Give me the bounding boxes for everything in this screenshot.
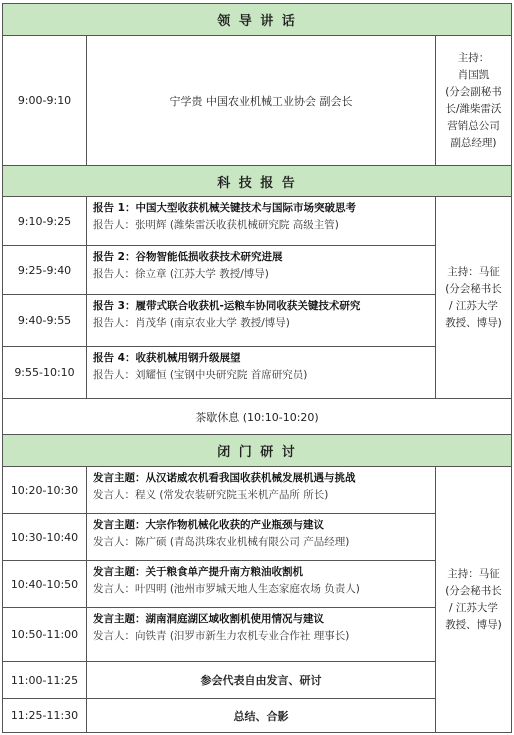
- time-cell: 9:10-9:25: [2, 196, 87, 246]
- section-header-leadership: 领 导 讲 话: [2, 3, 512, 36]
- section-header-tech: 科 技 报 告: [2, 165, 512, 197]
- report-title: 报告 4：收获机械用钢升级展望: [93, 352, 241, 364]
- host-line: 主持：马征: [447, 265, 500, 278]
- speaker-cell: 宁学贵 中国农业机械工业协会 副会长: [86, 35, 436, 166]
- host-line: 教授、博导): [445, 618, 502, 631]
- time-cell: 9:40-9:55: [2, 294, 87, 347]
- host-line: 主持：马征: [447, 567, 500, 580]
- host-line: 长/潍柴雷沃: [445, 102, 502, 115]
- time-cell: 9:55-10:10: [2, 346, 87, 399]
- host-line: (分会秘书长: [445, 282, 502, 295]
- free-discussion: 参会代表自由发言、研讨: [86, 661, 436, 699]
- host-cell-closed: [435, 466, 512, 733]
- host-line: (分会副秘书: [445, 85, 502, 98]
- host-line: / 江苏大学: [449, 601, 498, 614]
- report-title: 报告 2：谷物智能低损收获技术研究进展: [93, 251, 283, 263]
- report-title: 报告 1：中国大型收获机械关键技术与国际市场突破思考: [93, 202, 356, 214]
- time-cell: 9:00-9:10: [2, 35, 87, 166]
- summary-photo: 总结、合影: [86, 698, 436, 733]
- host-line: 教授、博导): [445, 316, 502, 329]
- section-header-closed: 闭 门 研 讨: [2, 434, 512, 467]
- talk-speaker: 发言人：程义 (常发农装研究院玉米机产品所 所长): [93, 489, 329, 501]
- report-reporter: 报告人：徐立章 (江苏大学 教授/博导): [93, 268, 269, 280]
- talk-cell: [86, 560, 436, 608]
- talk-speaker: 发言人：陈广硕 (青岛洪珠农业机械有限公司 产品经理): [93, 536, 350, 548]
- report-reporter: 报告人：张明辉 (潍柴雷沃收获机械研究院 高级主管): [93, 219, 339, 231]
- time-cell: 10:50-11:00: [2, 607, 87, 662]
- host-line: 副总经理): [450, 136, 497, 149]
- talk-title: 发言主题：关于粮食单产提升南方粮油收割机: [93, 566, 303, 578]
- talk-cell: [86, 466, 436, 514]
- host-cell-leadership: [435, 35, 512, 166]
- host-line: 主持：: [457, 51, 490, 64]
- talk-title: 发言主题：大宗作物机械化收获的产业瓶颈与建议: [93, 519, 324, 531]
- report-reporter: 报告人：肖茂华 (南京农业大学 教授/博导): [93, 317, 290, 329]
- report-cell: [86, 294, 436, 347]
- tea-break: 茶歇休息 (10:10-10:20): [2, 398, 512, 435]
- time-cell: 10:30-10:40: [2, 513, 87, 561]
- time-cell: 10:40-10:50: [2, 560, 87, 608]
- time-cell: 11:25-11:30: [2, 698, 87, 733]
- time-cell: 11:00-11:25: [2, 661, 87, 699]
- talk-cell: [86, 513, 436, 561]
- host-line: / 江苏大学: [449, 299, 498, 312]
- talk-title: 发言主题：湖南洞庭湖区域收割机使用情况与建议: [93, 613, 324, 625]
- talk-title: 发言主题：从汉诺威农机看我国收获机械发展机遇与挑战: [93, 472, 356, 484]
- host-line: 营销总公司: [447, 119, 500, 132]
- time-cell: 10:20-10:30: [2, 466, 87, 514]
- time-cell: 9:25-9:40: [2, 245, 87, 295]
- host-line: (分会秘书长: [445, 584, 502, 597]
- report-title: 报告 3：履带式联合收获机-运粮车协同收获关键技术研究: [93, 300, 361, 312]
- talk-speaker: 发言人：叶四明 (池州市罗城天地人生态家庭农场 负责人): [93, 583, 360, 595]
- report-cell: [86, 346, 436, 399]
- report-cell: [86, 245, 436, 295]
- report-cell: [86, 196, 436, 246]
- report-reporter: 报告人：刘耀恒 (宝钢中央研究院 首席研究员): [93, 369, 308, 381]
- talk-cell: [86, 607, 436, 662]
- host-line: 肖国凯: [457, 68, 490, 81]
- host-cell-tech: [435, 196, 512, 399]
- talk-speaker: 发言人：向铁青 (汨罗市新生力农机专业合作社 理事长): [93, 630, 350, 642]
